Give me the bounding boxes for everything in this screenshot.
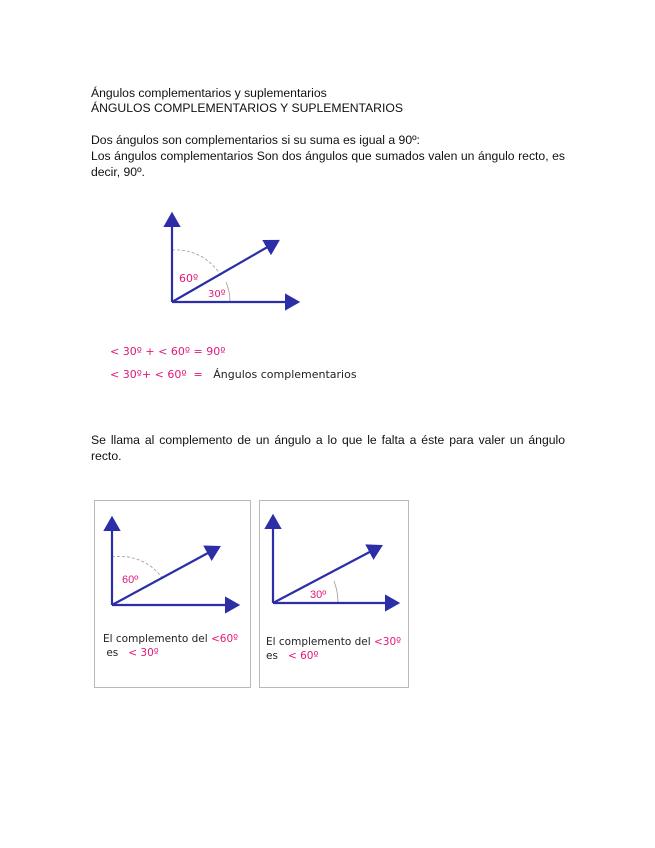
angle-label-right: 30º xyxy=(310,589,327,601)
eq2-result: Ángulos complementarios xyxy=(213,368,357,381)
caption-right-text: El complemento del xyxy=(266,636,371,648)
example-box-left xyxy=(94,500,251,688)
angle-label-left: 60º xyxy=(122,574,139,586)
dividing-ray-right xyxy=(273,546,381,603)
angle-diagram-left xyxy=(95,501,250,621)
eq1-angle-a: < 30º xyxy=(110,345,142,358)
caption-right-result: < 60º xyxy=(287,650,319,662)
eq2-plus: + xyxy=(141,368,152,381)
example-box-right xyxy=(259,500,409,688)
eq2-equals: = xyxy=(193,368,203,381)
angle-diagram-right xyxy=(260,501,408,621)
eq1-equals: = xyxy=(193,345,203,358)
eq2-angle-b: < 60º xyxy=(154,368,187,381)
caption-left-result: < 30º xyxy=(128,647,159,659)
eq1-plus: + xyxy=(145,345,155,358)
angle-30-arc xyxy=(226,282,230,301)
angle-30-arc-right xyxy=(334,581,338,604)
angle-label-60: 60º xyxy=(179,272,199,285)
eq1-angle-b: < 60º xyxy=(158,345,191,358)
section-heading: ÁNGULOS COMPLEMENTARIOS Y SUPLEMENTARIOS xyxy=(91,101,403,115)
eq1-result: 90º xyxy=(206,345,226,358)
caption-right xyxy=(266,635,401,663)
caption-left xyxy=(103,632,238,660)
complementary-angles-diagram xyxy=(150,208,310,312)
caption-right-es: es xyxy=(266,650,278,662)
explanation-paragraph: Los ángulos complementarios Son dos ángulos que sumados valen un ángulo recto, es decir, 90º. xyxy=(91,149,565,179)
equation-2 xyxy=(110,368,357,382)
definition-text: Dos ángulos son complementarios si su suma es igual a 90º: xyxy=(91,133,420,147)
caption-left-text: El complemento del xyxy=(103,633,208,645)
angle-label-30: 30º xyxy=(208,289,226,300)
complement-definition: Se llama al complemento de un ángulo a lo que le falta a éste para valer un ángulo recto. xyxy=(91,433,565,463)
caption-right-angle: <30º xyxy=(373,636,402,648)
eq2-angle-a: < 30º xyxy=(110,368,142,381)
caption-left-es: es xyxy=(106,647,119,659)
equation-1 xyxy=(110,345,225,359)
caption-left-angle: <60º xyxy=(210,633,239,645)
title-line: Ángulos complementarios y suplementarios xyxy=(91,86,327,100)
